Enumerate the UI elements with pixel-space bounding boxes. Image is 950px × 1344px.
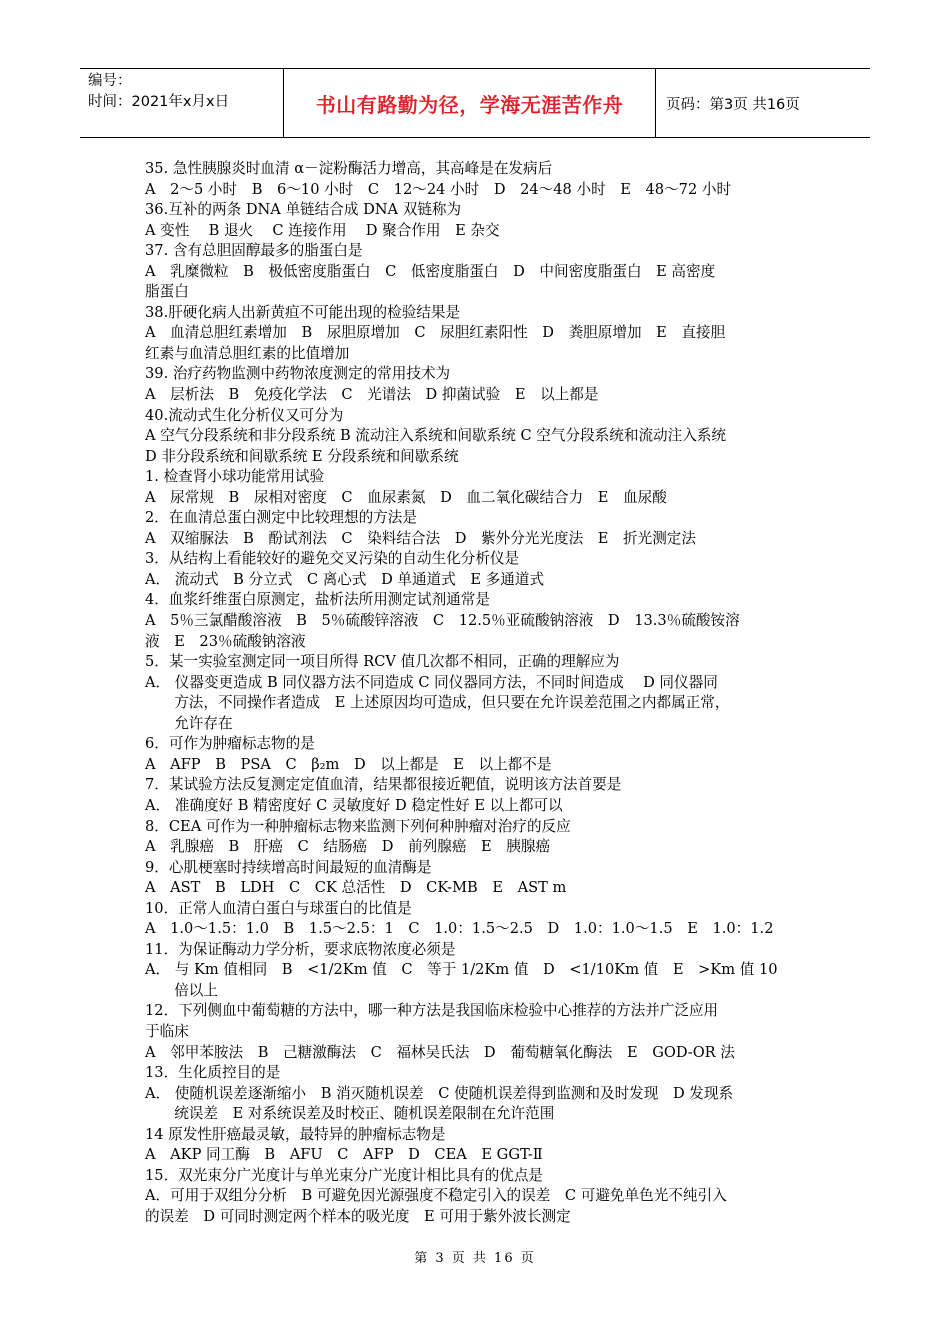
text-line: 11．为保证酶动力学分析，要求底物浓度必须是 <box>145 940 456 958</box>
text-line: 14 原发性肝癌最灵敏，最特异的肿瘤标志物是 <box>145 1125 446 1143</box>
text-line: 15．双光束分广光度计与单光束分广光度计相比具有的优点是 <box>145 1166 544 1184</box>
header-motto: 书山有路勤为径，学海无涯苦作舟 <box>315 92 624 117</box>
text-line: 13．生化质控目的是 <box>145 1064 281 1082</box>
text-line: A 1.0～1.5：1.0 B 1.5～2.5：1 C 1.0：1.5～2.5 D 1.0：1.0～1.5 E 1.0：1.2 <box>145 920 774 938</box>
text-line: 脂蛋白 <box>145 283 189 301</box>
text-line: A． 流动式 B 分立式 C 离心式 D 单通道式 E 多通道式 <box>145 570 545 588</box>
text-line: 的误差 D 可同时测定两个样本的吸光度 E 可用于紫外波长测定 <box>145 1207 571 1225</box>
text-line: A 空气分段系统和非分段系统 B 流动注入系统和间歇系统 C 空气分段系统和流动注入系统 <box>145 427 727 445</box>
text-line: 于临床 <box>145 1022 189 1040</box>
text-line: A 双缩脲法 B 酚试剂法 C 染料结合法 D 紫外分光光度法 E 折光测定法 <box>145 529 696 547</box>
page-number-label: 页码：第3页 共16页 <box>666 96 800 113</box>
text-line: D 非分段系统和间歇系统 E 分段系统和间歇系统 <box>145 447 459 465</box>
text-line: 35. 急性胰腺炎时血清 α－淀粉酶活力增高，其高峰是在发病后 <box>145 160 553 177</box>
text-line: 1. 检查肾小球功能常用试验 <box>145 468 325 486</box>
text-line: A． 与 Km 值相同 B <1/2Km 值 C 等于 1/2Km 值 D <1/10Km 值 E >Km 值 10 <box>145 961 778 979</box>
text-line: 40.流动式生化分析仪又可分为 <box>145 406 344 424</box>
text-line: A．可用于双组分分析 B 可避免因光源强度不稳定引入的误差 C 可避免单色光不纯引入 <box>145 1187 727 1205</box>
document-number-label: 编号： <box>88 73 132 89</box>
text-line: 12．下列侧血中葡萄糖的方法中，哪一种方法是我国临床检验中心推荐的方法并广泛应用 <box>145 1002 719 1020</box>
text-line: A 变性 B 退火 C 连接作用 D 聚合作用 E 杂交 <box>145 221 500 239</box>
page-header <box>80 68 870 138</box>
text-line: 9．心肌梗塞时持续增高时间最短的血清酶是 <box>145 858 432 876</box>
text-line: A． 仪器变更造成 B 同仪器方法不同造成 C 同仪器同方法，不同时间造成 D 同仪器同 <box>145 673 718 691</box>
question-content <box>145 159 810 1227</box>
text-line: A 乳腺癌 B 肝癌 C 结肠癌 D 前列腺癌 E 胰腺癌 <box>145 838 551 856</box>
text-line: A 层析法 B 免疫化学法 C 光谱法 D 抑菌试验 E 以上都是 <box>145 386 599 404</box>
text-line: A AST B LDH C CK 总活性 D CK-MB E AST m <box>145 879 567 897</box>
header-right <box>656 69 870 137</box>
text-line: 8．CEA 可作为一种肿瘤标志物来监测下列何种肿瘤对治疗的反应 <box>145 817 571 835</box>
text-line: A 邻甲苯胺法 B 己糖激酶法 C 福林吴氏法 D 葡萄糖氧化酶法 E GOD-OR 法 <box>145 1043 735 1061</box>
text-line: 4．血浆纤维蛋白原测定，盐析法所用测定试剂通常是 <box>145 591 490 609</box>
text-line: 39. 治疗药物监测中药物浓度测定的常用技术为 <box>145 365 451 383</box>
text-line: 液 E 23％硫酸钠溶液 <box>145 632 306 650</box>
text-line: A 2～5 小时 B 6～10 小时 C 12～24 小时 D 24～48 小时 E 48～72 小时 <box>145 180 732 198</box>
document-time-label: 时间：2021年x月x日 <box>88 94 230 110</box>
text-line: 10．正常人血清白蛋白与球蛋白的比值是 <box>145 899 412 917</box>
text-line: 38.肝硬化病人出新黄疸不可能出现的检验结果是 <box>145 303 461 321</box>
page-footer: 第 3 页 共 16 页 <box>414 1251 536 1266</box>
text-line: A． 使随机误差逐渐缩小 B 消灭随机误差 C 使随机误差得到监测和及时发现 D 发现系 <box>145 1084 734 1102</box>
text-line: A 尿常规 B 尿相对密度 C 血尿素氮 D 血二氧化碳结合力 E 血尿酸 <box>145 488 667 506</box>
header-left <box>80 69 283 137</box>
text-line: 36.互补的两条 DNA 单链结合成 DNA 双链称为 <box>145 201 462 219</box>
text-line: 红素与血清总胆红素的比值增加 <box>145 344 350 362</box>
text-line: A AFP B PSA C β₂m D 以上都是 E 以上都不是 <box>145 755 552 773</box>
text-line: 倍以上 <box>145 981 218 999</box>
text-line: A 5％三氯醋酸溶液 B 5％硫酸锌溶液 C 12.5％亚硫酸钠溶液 D 13.3％硫酸铵溶 <box>145 612 740 630</box>
text-line: A AKP 同工酶 B AFU C AFP D CEA E GGT-Ⅱ <box>145 1146 543 1164</box>
text-line: A 乳糜微粒 B 极低密度脂蛋白 C 低密度脂蛋白 D 中间密度脂蛋白 E 高密度 <box>145 262 716 280</box>
text-line: A． 准确度好 B 精密度好 C 灵敏度好 D 稳定性好 E 以上都可以 <box>145 796 563 814</box>
text-line: 2．在血清总蛋白测定中比较理想的方法是 <box>145 509 417 527</box>
text-line: A 血清总胆红素增加 B 尿胆原增加 C 尿胆红素阳性 D 粪胆原增加 E 直接胆 <box>145 324 726 342</box>
header-middle <box>283 69 656 137</box>
text-line: 统误差 E 对系统误差及时校正、随机误差限制在允许范围 <box>145 1105 555 1123</box>
text-line: 7．某试验方法反复测定定值血清，结果都很接近靶值，说明该方法首要是 <box>145 776 622 794</box>
text-line: 方法，不同操作者造成 E 上述原因均可造成，但只要在允许误差范围之内都属正常， <box>145 694 730 712</box>
text-line: 6．可作为肿瘤标志物的是 <box>145 735 315 753</box>
text-line: 37. 含有总胆固醇最多的脂蛋白是 <box>145 242 363 260</box>
text-line: 3．从结构上看能较好的避免交叉污染的自动生化分析仪是 <box>145 550 520 568</box>
text-line: 允许存在 <box>145 714 233 732</box>
text-line: 5．某一实验室测定同一项目所得 RCV 值几次都不相同，正确的理解应为 <box>145 653 620 671</box>
